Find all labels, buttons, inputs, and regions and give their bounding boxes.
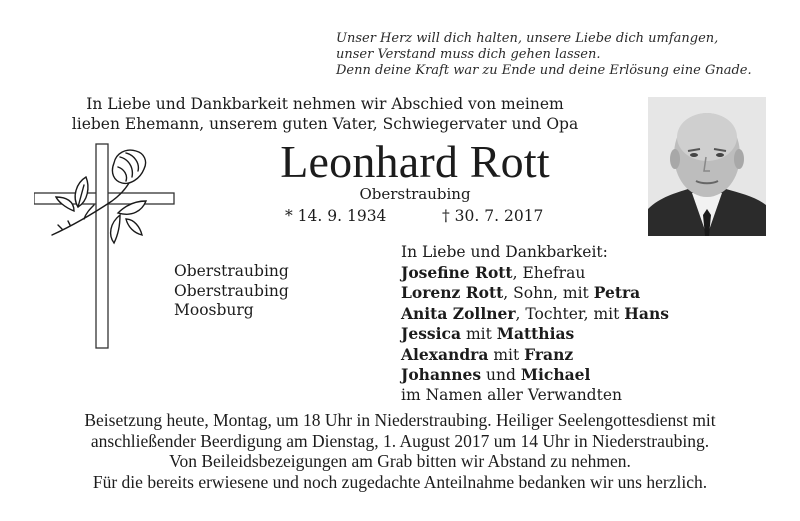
- intro-line: lieben Ehemann, unserem guten Vater, Schwiegervater und Opa: [71, 115, 579, 133]
- deceased-place: Oberstraubing: [359, 185, 471, 203]
- poem-line: Denn deine Kraft war zu Ende und deine Erlösung eine Gnade.: [336, 63, 752, 78]
- deceased-name: Leonhard Rott: [280, 136, 550, 187]
- mourner-heading: In Liebe und Dankbarkeit:: [401, 243, 608, 261]
- mourner-list: [401, 243, 669, 405]
- intro-text: [40, 94, 610, 134]
- poem-line: unser Verstand muss dich gehen lassen.: [336, 47, 601, 62]
- mourner-row: Josefine Rott, Ehefrau: [401, 262, 586, 282]
- town: Oberstraubing: [174, 262, 289, 280]
- intro-line: In Liebe und Dankbarkeit nehmen wir Abschied von meinem: [86, 95, 564, 113]
- birth-date: * 14. 9. 1934: [285, 207, 387, 225]
- town: Oberstraubing: [174, 281, 289, 300]
- notice-line: Beisetzung heute, Montag, um 18 Uhr in Niederstraubing. Heiliger Seelengottesdienst mit: [84, 410, 716, 430]
- funeral-notice: [20, 410, 780, 492]
- death-date: † 30. 7. 2017: [442, 207, 544, 225]
- mourner-row: Jessica mit Matthias: [401, 324, 575, 343]
- mourner-towns: [174, 262, 289, 321]
- poem-line: Unser Herz will dich halten, unsere Liebe dich umfangen,: [336, 31, 719, 46]
- mourner-closing: im Namen aller Verwandten: [401, 385, 622, 404]
- mourner-row: Lorenz Rott, Sohn, mit Petra: [401, 283, 641, 302]
- poem-verse: [336, 31, 752, 79]
- notice-line: anschließender Beerdigung am Dienstag, 1. August 2017 um 14 Uhr in Niederstraubing.: [90, 430, 710, 451]
- mourner-row: Anita Zollner, Tochter, mit Hans: [401, 303, 669, 323]
- portrait-photo: [648, 97, 766, 236]
- mourner-row: Alexandra mit Franz: [401, 344, 574, 364]
- mourner-row: Johannes und Michael: [401, 365, 591, 384]
- notice-line: Von Beileidsbezeigungen am Grab bitten wir Abstand zu nehmen.: [169, 451, 631, 471]
- notice-line: Für die bereits erwiesene und noch zugedachte Anteilnahme bedanken wir uns herzlich.: [92, 471, 708, 492]
- cross-with-rose-icon: [34, 143, 176, 349]
- town: Moosburg: [174, 301, 254, 319]
